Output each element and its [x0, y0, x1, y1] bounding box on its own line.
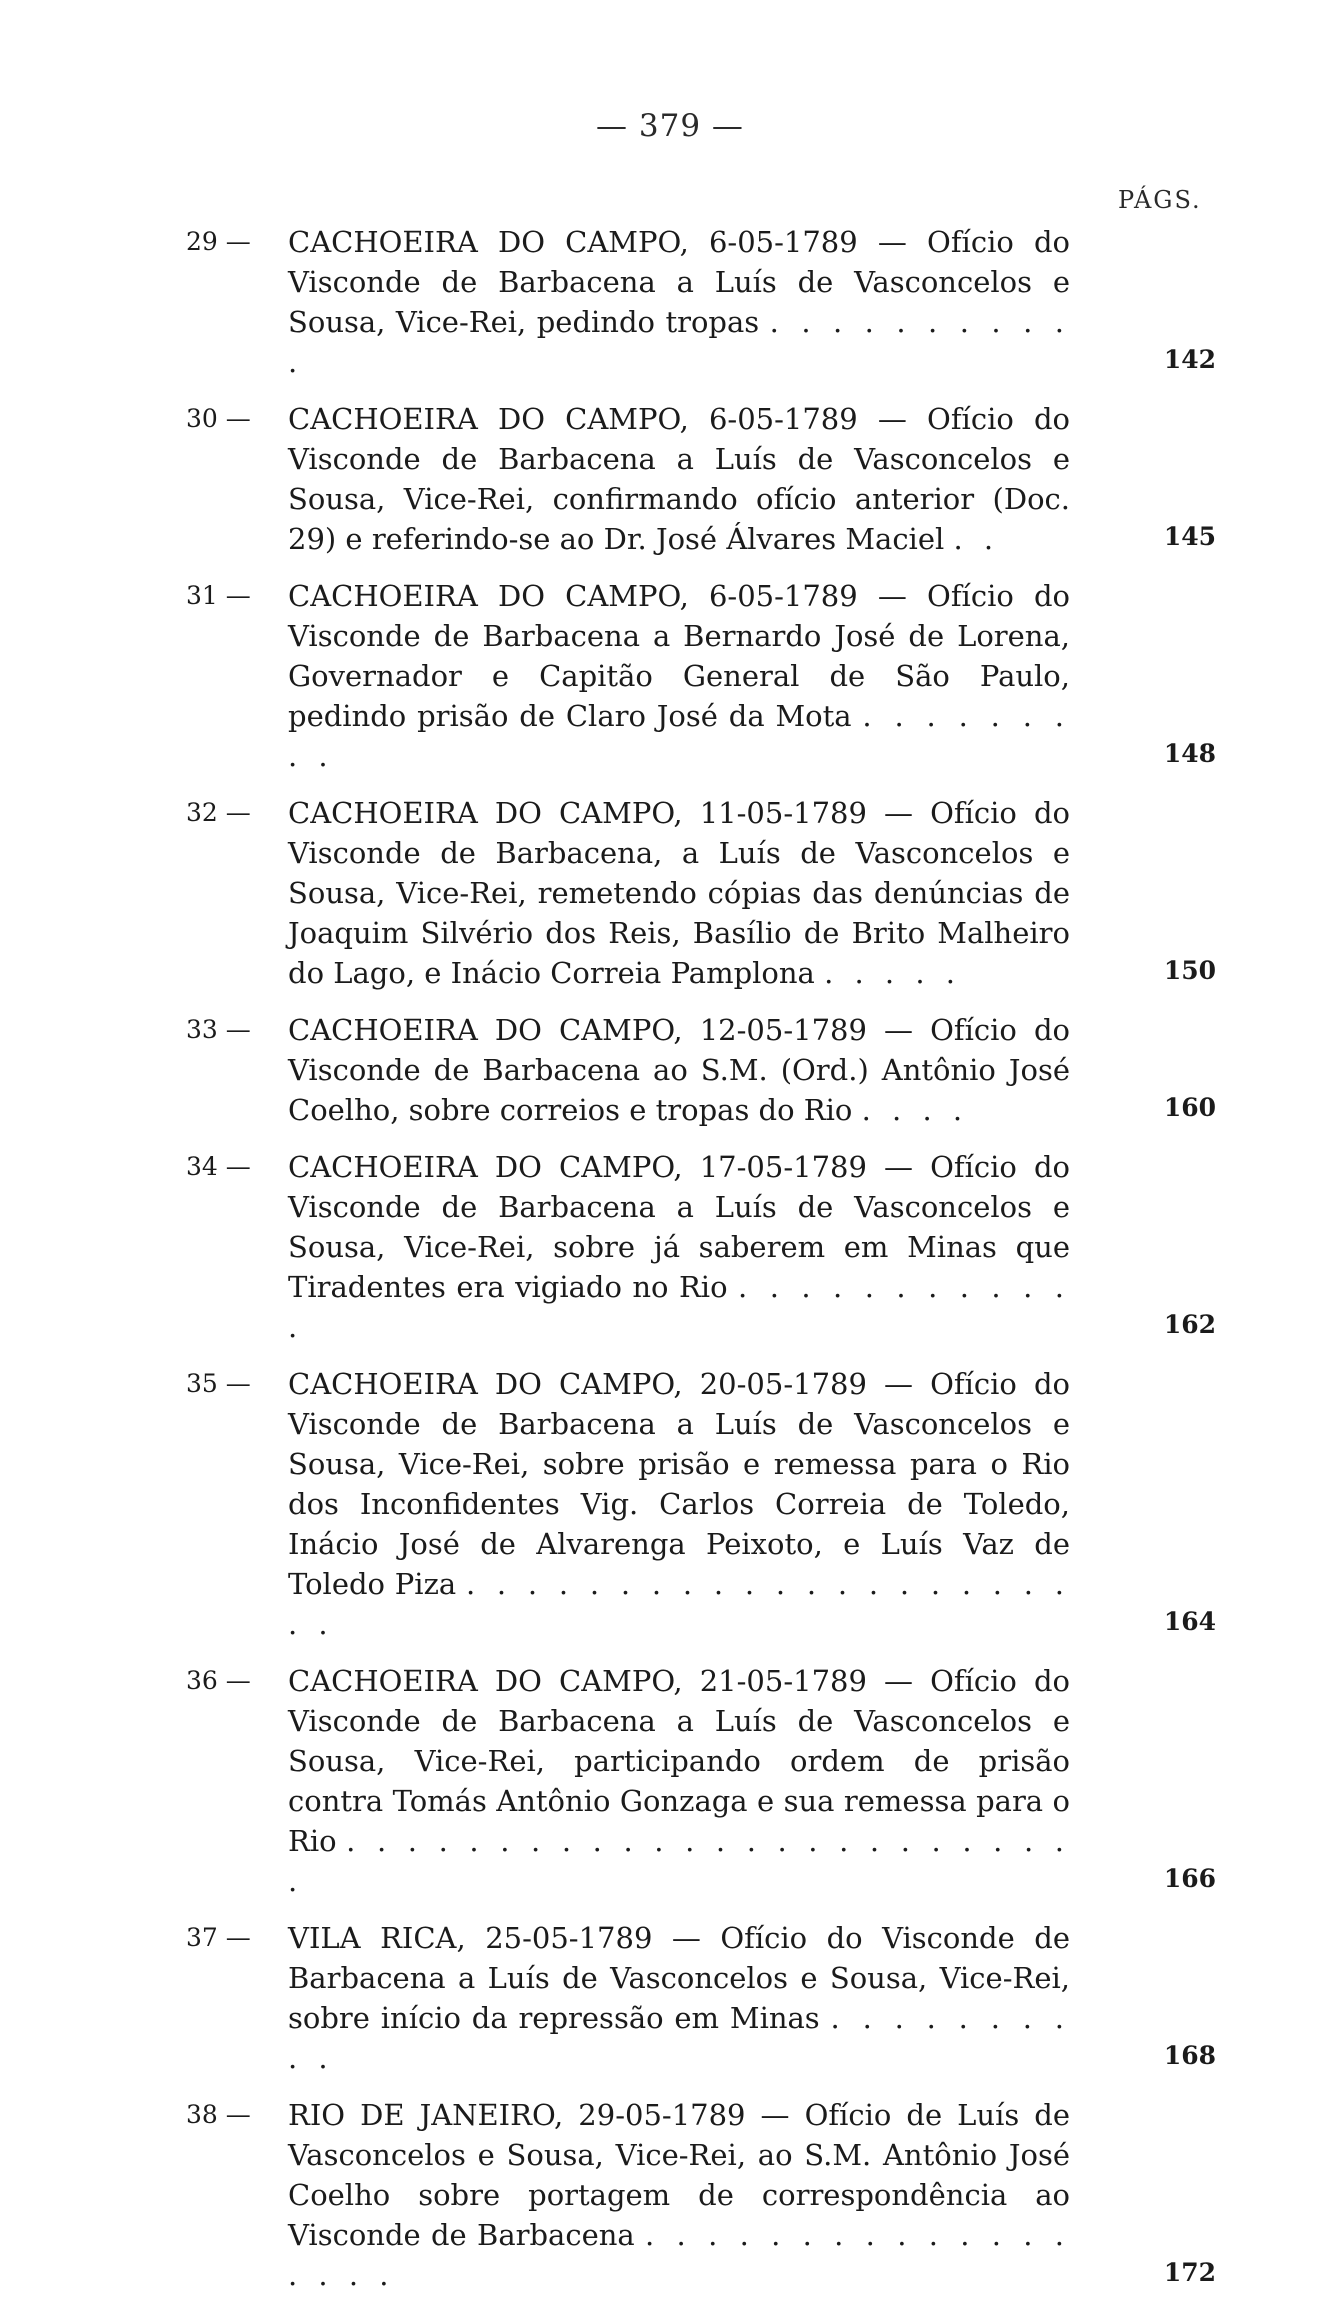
leader-dots: . . . . . . . . . . . . . . . . . . . . . . [288, 1567, 1071, 1641]
entry-page-number: 160 [1163, 1093, 1216, 1122]
leader-dots: . . . . . . . . . . . . [288, 1270, 1071, 1344]
entry-page-number: 162 [1163, 1310, 1216, 1339]
leader-dots: . . . . . . . . . . [288, 2001, 1071, 2075]
index-entries [0, 222, 1340, 2312]
entry-page-number: 150 [1163, 956, 1216, 985]
entry-number: 31 — [186, 581, 251, 610]
entry-page-number: 164 [1163, 1607, 1216, 1636]
index-entry-31 [0, 576, 1340, 776]
entry-number: 34 — [186, 1152, 251, 1181]
entry-description: CACHOEIRA DO CAMPO, 21-05-1789 — Ofício do Visconde de Barbacena a Luís de Vasconcelos e Sousa, Vice-Rei, participando ordem de prisão contra Tomás Antônio Gonzaga e sua remessa para o Rio [288, 1664, 1070, 1858]
entry-page-number: 172 [1163, 2258, 1216, 2287]
entry-page-number: 166 [1163, 1864, 1216, 1893]
entry-description: CACHOEIRA DO CAMPO, 6-05-1789 — Ofício do Visconde de Barbacena a Bernardo José de Lorena, Governador e Capitão General de São Paulo, pedindo prisão de Claro José da Mota [288, 579, 1070, 733]
entry-number: 32 — [186, 798, 251, 827]
leader-dots: . . . . . . . . . . . . . . . . . . . . . . . . . [288, 1824, 1070, 1898]
entry-description: CACHOEIRA DO CAMPO, 6-05-1789 — Ofício do Visconde de Barbacena a Luís de Vasconcelos e Sousa, Vice-Rei, pedindo tropas [288, 225, 1070, 339]
entry-description: RIO DE JANEIRO, 29-05-1789 — Ofício de Luís de Vasconcelos e Sousa, Vice-Rei, ao S.M. Antônio José Coelho sobre portagem de correspondência ao Visconde de Barbacena [288, 2098, 1070, 2252]
index-entry-32 [0, 793, 1340, 993]
index-entry-38 [0, 2095, 1340, 2295]
entry-page-number: 148 [1163, 739, 1216, 768]
entry-description: CACHOEIRA DO CAMPO, 6-05-1789 — Ofício do Visconde de Barbacena a Luís de Vasconcelos e Sousa, Vice-Rei, confirmando ofício anterior (Doc. 29) e referindo-se ao Dr. José Álvares Maciel [288, 402, 1070, 556]
leader-dots: . . . . . . . . . . . [288, 305, 1070, 379]
entry-description: CACHOEIRA DO CAMPO, 11-05-1789 — Ofício do Visconde de Barbacena, a Luís de Vasconcelos e Sousa, Vice-Rei, remetendo cópias das denúncias de Joaquim Silvério dos Reis, Basílio de Brito Malheiro do Lago, e Inácio Correia Pamplona [288, 796, 1070, 990]
entry-text [288, 576, 1070, 776]
entry-description: CACHOEIRA DO CAMPO, 17-05-1789 — Ofício do Visconde de Barbacena a Luís de Vasconcelos e Sousa, Vice-Rei, sobre já saberem em Minas que Tiradentes era vigiado no Rio [288, 1150, 1070, 1304]
index-entry-30 [0, 399, 1340, 559]
entry-description: CACHOEIRA DO CAMPO, 20-05-1789 — Ofício do Visconde de Barbacena a Luís de Vasconcelos e Sousa, Vice-Rei, sobre prisão e remessa para o Rio dos Inconfidentes Vig. Carlos Correia de Toledo, Inácio José de Alvarenga Peixoto, e Luís Vaz de Toledo Piza [288, 1367, 1070, 1601]
index-entry-35 [0, 1364, 1340, 1644]
entry-number: 36 — [186, 1666, 251, 1695]
entry-number: 37 — [186, 1923, 251, 1952]
index-entry-36 [0, 1661, 1340, 1901]
index-entry-34 [0, 1147, 1340, 1347]
entry-text [288, 399, 1070, 559]
entry-number: 38 — [186, 2100, 251, 2129]
entry-text [288, 1147, 1070, 1347]
entry-number: 29 — [186, 227, 251, 256]
index-entry-37 [0, 1918, 1340, 2078]
leader-dots: . . [953, 522, 1000, 556]
entry-page-number: 168 [1163, 2041, 1216, 2070]
leader-dots: . . . . . . . . . [288, 699, 1071, 773]
entry-text [288, 793, 1070, 993]
entry-number: 30 — [186, 404, 251, 433]
leader-dots: . . . . . [824, 956, 962, 990]
entry-description: CACHOEIRA DO CAMPO, 12-05-1789 — Ofício do Visconde de Barbacena ao S.M. (Ord.) Antônio José Coelho, sobre correios e tropas do Rio [288, 1013, 1070, 1127]
entry-text [288, 222, 1070, 382]
leader-dots: . . . . [861, 1093, 969, 1127]
entry-description: VILA RICA, 25-05-1789 — Ofício do Visconde de Barbacena a Luís de Vasconcelos e Sousa, Vice-Rei, sobre início da repressão em Minas [288, 1921, 1070, 2035]
entry-text [288, 1661, 1070, 1901]
index-entry-29 [0, 222, 1340, 382]
entry-text [288, 2095, 1070, 2295]
index-entry-33 [0, 1010, 1340, 1130]
leader-dots: . . . . . . . . . . . . . . . . . . [288, 2218, 1071, 2292]
entry-number: 33 — [186, 1015, 251, 1044]
entry-text [288, 1918, 1070, 2078]
pages-column-header: PÁGS. [1118, 186, 1202, 214]
entry-page-number: 145 [1163, 522, 1216, 551]
page-number: — 379 — [596, 108, 744, 144]
entry-text [288, 1010, 1070, 1130]
entry-text [288, 1364, 1070, 1644]
entry-page-number: 142 [1163, 345, 1216, 374]
entry-number: 35 — [186, 1369, 251, 1398]
